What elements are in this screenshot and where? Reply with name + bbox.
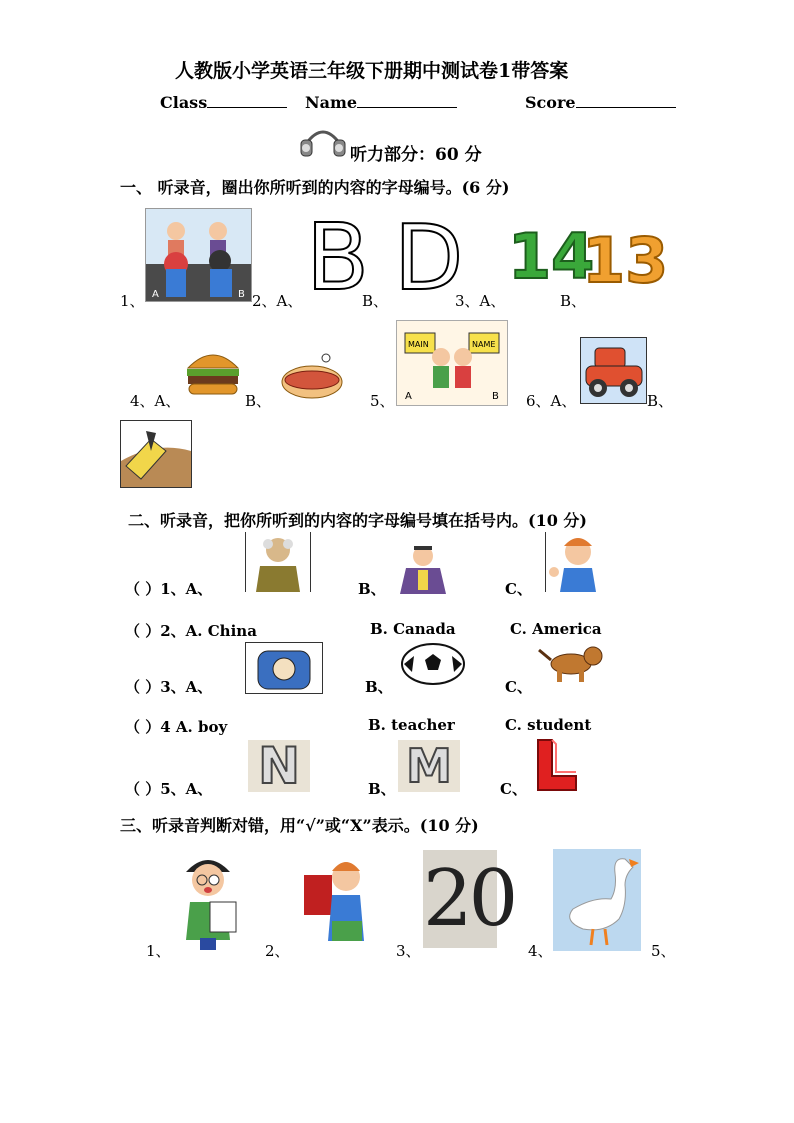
section2-heading: 二、听录音，把你所听到的内容的字母编号填在括号内。(10 分) — [128, 511, 587, 530]
car-option[interactable] — [580, 337, 647, 404]
s2-q2-b: B. Canada — [370, 620, 456, 638]
score-field[interactable] — [525, 93, 676, 112]
dog-option[interactable] — [535, 640, 607, 684]
headphones-icon — [298, 124, 348, 160]
s2-q3-c: C、 — [505, 678, 532, 696]
letter-d-option[interactable]: D — [394, 206, 464, 311]
s3-item2-label: 2、 — [265, 942, 290, 960]
s2-q5-b: B、 — [368, 780, 396, 798]
number-13-option[interactable]: 13 — [582, 224, 669, 297]
football-option[interactable] — [400, 642, 466, 686]
page-title: 人教版小学英语三年级下册期中测试卷1带答案 — [175, 60, 569, 82]
q4-label-b: B、 — [245, 392, 272, 410]
s3-item3-label: 3、 — [396, 942, 421, 960]
old-man-option[interactable] — [245, 532, 311, 592]
boy-waving-option[interactable] — [545, 532, 610, 592]
q1-label: 1、 — [120, 292, 145, 310]
q3-label-a: 3、A、 — [455, 292, 506, 310]
class-field[interactable] — [160, 93, 287, 112]
s3-item4-label: 4、 — [528, 942, 553, 960]
s2-q4-b: B. teacher — [368, 716, 455, 734]
number-14-option[interactable]: 14 — [508, 220, 595, 293]
s2-q1-label: （ ）1、A、 — [125, 580, 213, 598]
s3-boy-flag-picture — [302, 855, 374, 943]
q6-label-a: 6、A、 — [526, 392, 577, 410]
sign-name-text: NAME — [472, 340, 496, 349]
label-a: A — [405, 391, 412, 402]
section3-heading: 三、听录音判断对错，用“√”或“X”表示。(10 分) — [120, 816, 479, 835]
s2-q1-b: B、 — [358, 580, 386, 598]
hamburger-option[interactable] — [184, 342, 242, 400]
q6-label-b: B、 — [647, 392, 674, 410]
name-label: Name — [305, 93, 358, 112]
section1-heading: 一、 听录音，圈出你所听到的内容的字母编号。(6 分) — [120, 178, 510, 197]
q5-signs-picture — [396, 320, 508, 406]
label-b: B — [492, 391, 499, 402]
q2-label-a: 2、A、 — [252, 292, 303, 310]
letter-n-text: N — [258, 737, 300, 795]
s3-boy-reading-picture — [172, 850, 244, 950]
s2-q2-label: （ ）2、A. China — [125, 622, 257, 640]
q4-label-a: 4、A、 — [130, 392, 181, 410]
sign-main-text: MAIN — [408, 340, 429, 349]
hotdog-option[interactable] — [280, 350, 345, 405]
s2-q4-c: C. student — [505, 716, 592, 734]
s2-q1-c: C、 — [505, 580, 532, 598]
score-label: Score — [525, 93, 576, 112]
s3-goose-picture — [553, 849, 641, 951]
s3-item5-label: 5、 — [651, 942, 676, 960]
man-purple-option[interactable] — [388, 542, 458, 594]
q1-kids-picture — [145, 208, 252, 302]
class-label: Class — [160, 93, 208, 112]
letter-m-option[interactable] — [398, 740, 460, 792]
letter-n-option[interactable] — [248, 737, 310, 795]
label-a: A — [152, 289, 159, 300]
name-field[interactable] — [305, 93, 457, 112]
letter-m-text: M — [406, 739, 452, 793]
q3-label-b: B、 — [560, 292, 587, 310]
listening-label: 听力部分：60 分 — [350, 145, 482, 165]
s2-q5-c: C、 — [500, 780, 527, 798]
s3-item1-label: 1、 — [146, 942, 171, 960]
label-b: B — [238, 289, 245, 300]
s2-q4-label: （ ）4 A. boy — [125, 718, 228, 736]
s3-number-20-picture — [423, 850, 515, 948]
q2-label-b: B、 — [362, 292, 389, 310]
s2-q3-b: B、 — [365, 678, 393, 696]
s2-q5-label: （ ）5、A、 — [125, 780, 213, 798]
s2-q3-label: （ ）3、A、 — [125, 678, 213, 696]
number-20-text: 20 — [423, 854, 515, 944]
eraser-option[interactable] — [120, 420, 192, 488]
schoolbag-option[interactable] — [245, 642, 323, 694]
letter-l-block-option[interactable] — [530, 738, 580, 794]
letter-b-option[interactable]: B — [306, 204, 370, 311]
q5-label: 5、 — [370, 392, 395, 410]
s2-q2-c: C. America — [510, 620, 602, 638]
